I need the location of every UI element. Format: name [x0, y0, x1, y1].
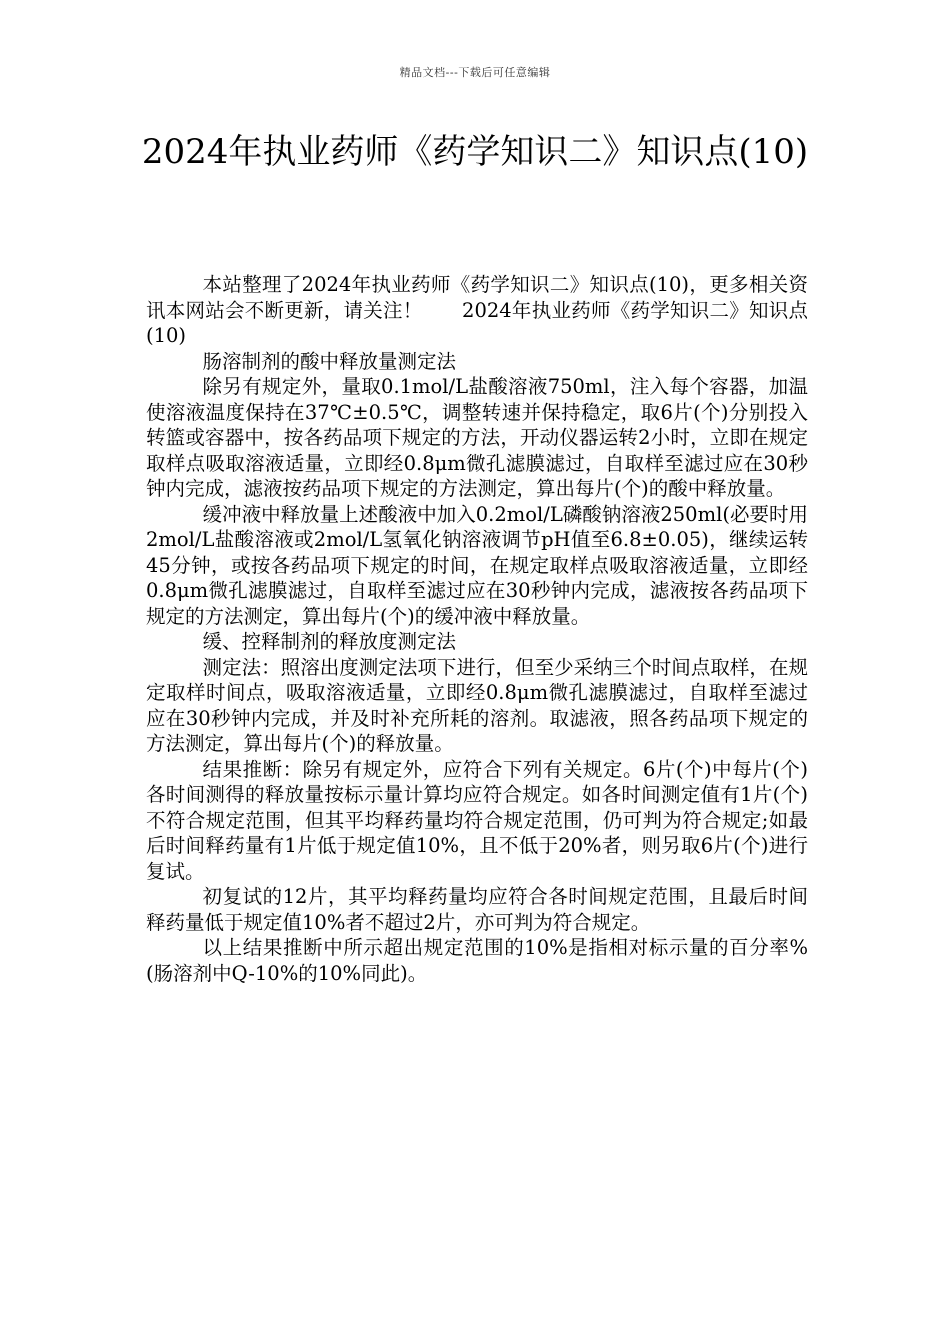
- paragraph-buffer-release: 缓冲液中释放量上述酸液中加入0.2mol/L磷酸钠溶液250ml(必要时用2mol/L盐酸溶液或2mol/L氢氧化钠溶液调节pH值至6.8±0.05)，继续运转45分钟，或按各药品项下规定的时间，在规定取样点吸取溶液适量，立即经0.8μm微孔滤膜滤过，自取样至滤过应在30秒钟内完成，滤液按各药品项下规定的方法测定，算出每片(个)的缓冲液中释放量。: [146, 502, 808, 628]
- section-heading-enteric-acid-release: 肠溶制剂的酸中释放量测定法: [202, 349, 457, 373]
- paragraph-note: 以上结果推断中所示超出规定范围的10%是指相对标示量的百分率%(肠溶剂中Q-10%的10%同此)。: [146, 936, 808, 985]
- paragraph-retest: 初复试的12片，其平均释药量均应符合各时间规定范围，且最后时间释药量低于规定值10%者不超过2片，亦可判为符合规定。: [146, 885, 808, 934]
- document-body: [146, 272, 808, 986]
- document-title: 2024年执业药师《药学知识二》知识点(10): [141, 132, 809, 172]
- paragraph-acid-release-method: 除另有规定外，量取0.1mol/L盐酸溶液750ml，注入每个容器，加温使溶液温度保持在37℃±0.5℃，调整转速并保持稳定，取6片(个)分别投入转篮或容器中，按各药品项下规定的方法，开动仪器运转2小时，立即在规定取样点吸取溶液适量，立即经0.8μm微孔滤膜滤过，自取样至滤过应在30秒钟内完成，滤液按药品项下规定的方法测定，算出每片(个)的酸中释放量。: [146, 375, 808, 500]
- paragraph-intro: 本站整理了2024年执业药师《药学知识二》知识点(10)，更多相关资讯本网站会不断更新，请关注！ 2024年执业药师《药学知识二》知识点(10): [146, 273, 808, 347]
- header-note: 精品文档---下载后可任意编辑: [399, 66, 551, 79]
- paragraph-result-judgment: 结果推断：除另有规定外，应符合下列有关规定。6片(个)中每片(个)各时间测得的释放量按标示量计算均应符合规定。如各时间测定值有1片(个)不符合规定范围，但其平均释药量均符合规定范围，仍可判为符合规定;如最后时间释药量有1片低于规定值10%，且不低于20%者，则另取6片(个)进行复试。: [146, 757, 808, 883]
- paragraph-test-method: 测定法：照溶出度测定法项下进行，但至少采纳三个时间点取样，在规定取样时间点，吸取溶液适量，立即经0.8μm微孔滤膜滤过，自取样至滤过应在30秒钟内完成，并及时补充所耗的溶剂。取滤液，照各药品项下规定的方法测定，算出每片(个)的释放量。: [146, 655, 808, 755]
- section-heading-sustained-release: 缓、控释制剂的释放度测定法: [202, 630, 457, 653]
